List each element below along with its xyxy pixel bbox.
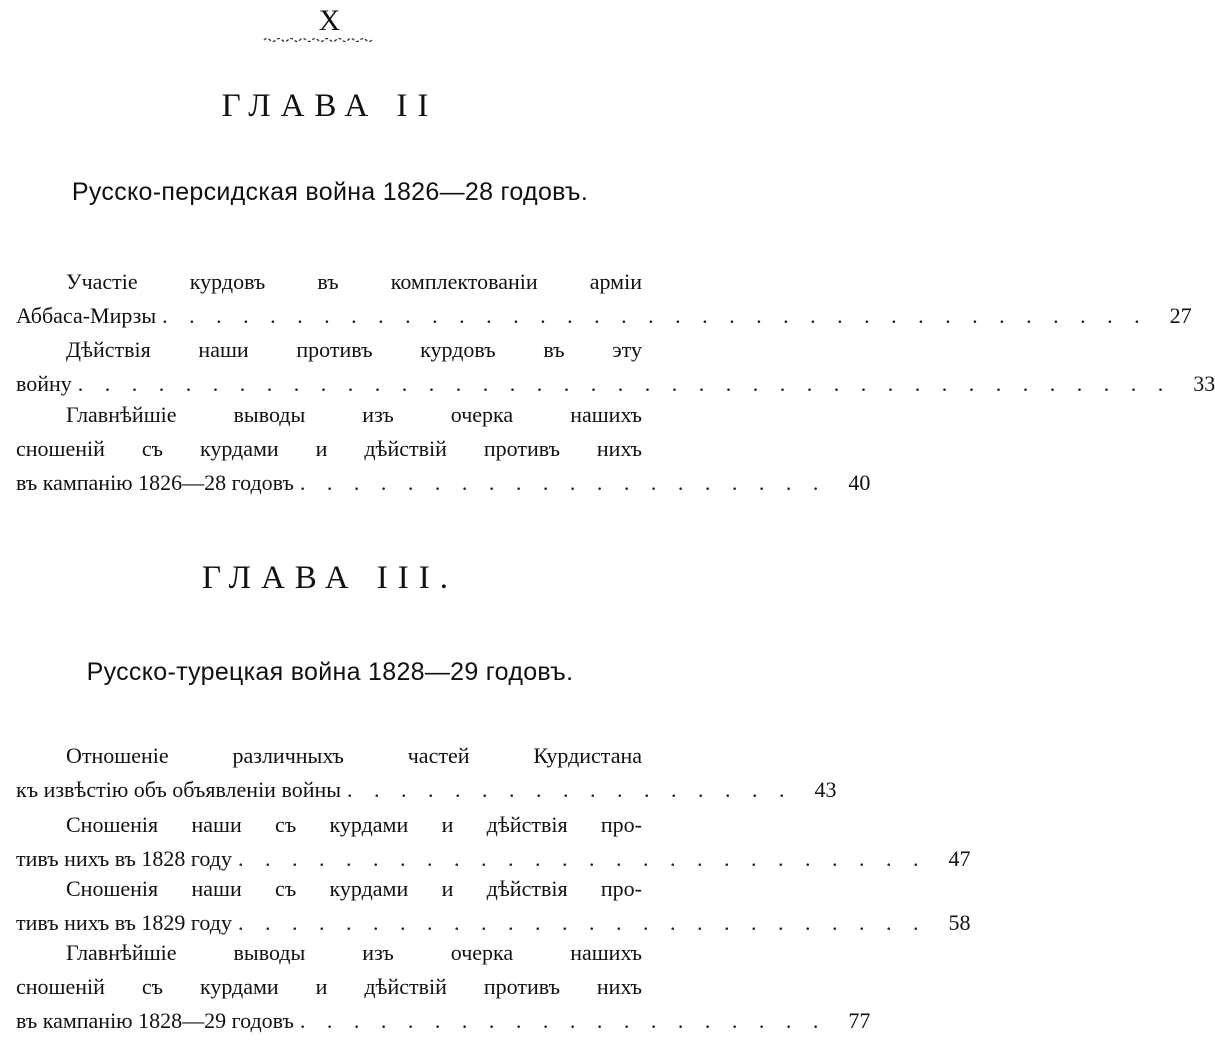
chapter-heading: ГЛАВА III.: [201, 560, 459, 596]
toc-entry: [16, 872, 971, 940]
toc-entry: [16, 936, 871, 1038]
dot-leader: . . . . . . . . . . . . . . . . . . . . . . . . . .: [237, 910, 927, 935]
ornament-divider: [262, 36, 374, 44]
chapter-heading: ГЛАВА II: [221, 88, 439, 124]
toc-entry: [16, 739, 837, 807]
toc-line: сношеній съ курдами и дѣйствій противъ нихъ: [16, 436, 642, 461]
toc-line: войну: [16, 371, 72, 396]
toc-page-number: 33: [1193, 371, 1215, 396]
toc-page-number: 77: [848, 1008, 871, 1033]
toc-last-line: [16, 1004, 871, 1038]
toc-line: тивъ нихъ въ 1829 году: [16, 910, 232, 935]
toc-line: Участіе курдовъ въ комплектованіи арміи: [66, 269, 642, 294]
dot-leader: . . . . . . . . . . . . . . . . . . . . . . . . . . . . . . . . . . . . . . . . .: [77, 371, 1172, 396]
toc-line: Дѣйствія наши противъ курдовъ въ эту: [66, 337, 642, 362]
toc-last-line: [16, 299, 1192, 333]
dot-leader: . . . . . . . . . . . . . . . . . . . . . . . . . .: [237, 846, 927, 871]
toc-line: Аббаса-Мирзы: [16, 303, 157, 328]
chapter-subtitle: Русско-персидская война 1826—28 годовъ.: [71, 178, 589, 206]
toc-line: въ кампанію 1826—28 годовъ: [16, 470, 294, 495]
toc-page-number: 58: [948, 910, 971, 935]
toc-line: въ кампанію 1828—29 годовъ: [16, 1008, 294, 1033]
page-number: X: [318, 4, 342, 37]
toc-entry: [16, 265, 1192, 333]
toc-last-line: [16, 842, 971, 876]
toc-line: сношеній съ курдами и дѣйствій противъ нихъ: [16, 974, 642, 999]
dot-leader: . . . . . . . . . . . . . . . . . . . .: [299, 470, 827, 495]
toc-last-line: [16, 773, 837, 807]
toc-page-number: 47: [948, 846, 971, 871]
toc-page-number: 40: [848, 470, 871, 495]
toc-last-line: [16, 466, 871, 500]
toc-line: къ извѣстію объ объявленіи войны: [16, 777, 342, 802]
toc-line: тивъ нихъ въ 1828 году: [16, 846, 232, 871]
toc-last-line: [16, 367, 1215, 401]
toc-entry: [16, 398, 871, 500]
toc-entry: [16, 808, 971, 876]
toc-page-number: 27: [1169, 303, 1192, 328]
toc-line: Сношенія наши съ курдами и дѣйствія про-: [66, 876, 642, 901]
toc-page-number: 43: [814, 777, 837, 802]
dot-leader: . . . . . . . . . . . . . . . . . . . . . . . . . . . . . . . . . . . . .: [162, 303, 1148, 328]
toc-line: Отношеніе различныхъ частей Курдистана: [66, 743, 642, 768]
toc-line: Главнѣйшіе выводы изъ очерка нашихъ: [66, 940, 642, 965]
dot-leader: . . . . . . . . . . . . . . . . .: [347, 777, 793, 802]
toc-line: Главнѣйшіе выводы изъ очерка нашихъ: [66, 402, 642, 427]
toc-line: Сношенія наши съ курдами и дѣйствія про-: [66, 812, 642, 837]
dot-leader: . . . . . . . . . . . . . . . . . . . .: [299, 1008, 827, 1033]
chapter-subtitle: Русско-турецкая война 1828—29 годовъ.: [86, 658, 574, 686]
toc-last-line: [16, 906, 971, 940]
toc-entry: [16, 333, 1215, 401]
